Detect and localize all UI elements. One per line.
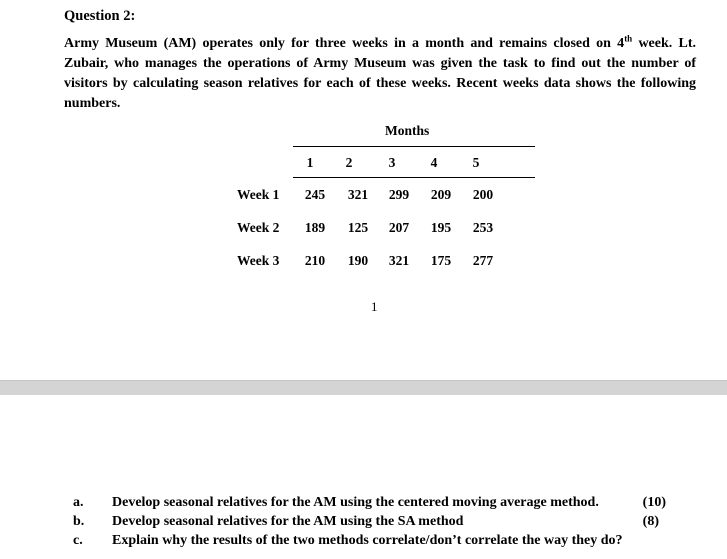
month-header-2: 2: [345, 155, 353, 170]
table-cell: 277: [472, 253, 494, 268]
part-c-text: Explain why the results of the two methods correlate/don’t correlate the way they do?: [112, 533, 623, 548]
question-title: Question 2:: [64, 8, 136, 24]
question-body: [64, 34, 696, 114]
part-a-text: Develop seasonal relatives for the AM using the centered moving average method.: [112, 495, 599, 510]
table-cell: 299: [388, 187, 410, 202]
table-cell: 321: [388, 253, 410, 268]
table-cell: 253: [472, 220, 494, 235]
question-body-part1: Army Museum (AM) operates only for three weeks in a month and remains closed on 4: [64, 36, 625, 51]
table-cell: 190: [347, 253, 369, 268]
table-cell: 207: [388, 220, 410, 235]
table-cell: 200: [472, 187, 494, 202]
part-c-label: c.: [73, 533, 83, 548]
table-header-rule: [293, 177, 535, 178]
table-cell: 209: [430, 187, 452, 202]
page-number: 1: [371, 299, 378, 314]
table-cell: 125: [347, 220, 369, 235]
table-cell: 210: [304, 253, 326, 268]
table-cell: 245: [304, 187, 326, 202]
part-b-marks: (8): [642, 514, 659, 529]
months-header: Months: [385, 123, 430, 138]
row-label-week-1: Week 1: [237, 187, 280, 202]
page-separator: [0, 380, 727, 395]
table-cell: 321: [347, 187, 369, 202]
month-header-1: 1: [306, 155, 314, 170]
part-a-marks: (10): [642, 495, 666, 510]
month-header-4: 4: [430, 155, 438, 170]
part-b-label: b.: [73, 514, 85, 529]
month-header-5: 5: [472, 155, 480, 170]
table-cell: 175: [430, 253, 452, 268]
part-b-text: Develop seasonal relatives for the AM using the SA method: [112, 514, 464, 529]
table-cell: 189: [304, 220, 326, 235]
row-label-week-2: Week 2: [237, 220, 280, 235]
question-body-superscript: th: [624, 33, 633, 44]
row-label-week-3: Week 3: [237, 253, 280, 268]
document-page-2: [0, 395, 727, 559]
month-header-3: 3: [388, 155, 396, 170]
table-top-rule: [293, 146, 535, 147]
question-body-part2: week. Lt. Zubair, who manages the operations of Army Museum was given the task to find out the number of visitors by calculating season relatives for each of these weeks. Recent weeks data shows the following numbers.: [64, 36, 696, 111]
part-a-label: a.: [73, 495, 84, 510]
table-cell: 195: [430, 220, 452, 235]
